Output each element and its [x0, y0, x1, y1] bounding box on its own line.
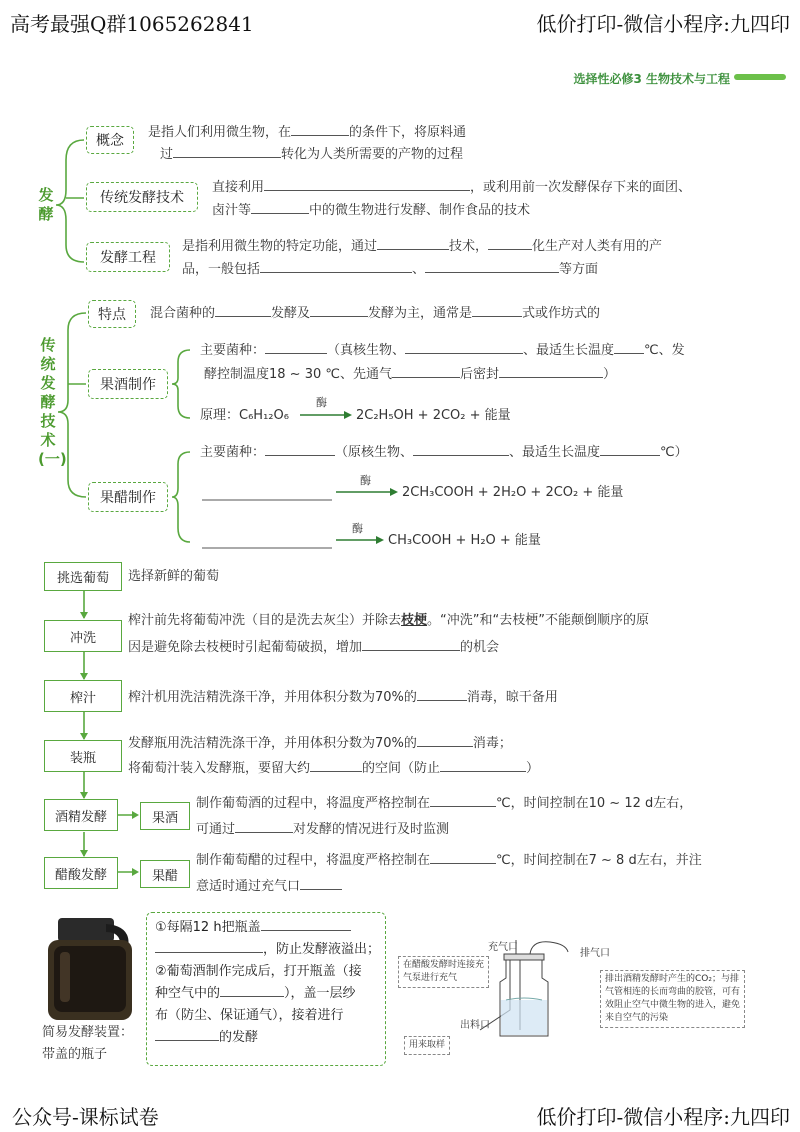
wine-line-2: 酵控制温度18 ~ 30 ℃、先通气 后密封 ） [204, 364, 616, 384]
step-acetic: 醋酸发酵 [44, 857, 118, 889]
step-juice: 榨汁 [44, 680, 122, 712]
step-select-grape: 挑选葡萄 [44, 562, 122, 591]
jar-image [40, 918, 140, 1022]
header-right-text: 低价打印-微信小程序:九四印 [536, 12, 790, 36]
wine-reactant: C₆H₁₂O₆ [239, 408, 289, 423]
wine-enzyme: 酶 [316, 396, 327, 409]
step-wash-line-1: 榨汁前先将葡萄冲洗（目的是洗去灰尘）并除去枝梗。“冲洗”和“去枝梗”不能颠倒顺序的原 [128, 613, 649, 628]
note-line-5: 布（防尘、保证通气），接着进行 [155, 1008, 344, 1023]
vinegar-enzyme-1: 酶 [360, 474, 371, 487]
vinegar-eq-2: CH₃COOH + H₂O + 能量 [388, 533, 541, 548]
header-left-text: 高考最强Q群1065262841 [10, 12, 254, 36]
step-alcohol-product: 果酒 [140, 802, 190, 830]
device-caption-2: 带盖的瓶子 [42, 1047, 108, 1062]
vinegar-enzyme-2: 酶 [352, 522, 363, 535]
concept-box [86, 126, 134, 154]
note-line-4: 种空气中的 ），盖一层纱 [155, 983, 377, 1005]
step-acetic-line-2: 意适时通过充气口 [196, 876, 342, 896]
traditional-line-2: 卤汁等 中的微生物进行发酵、制作食品的技术 [212, 200, 530, 220]
feature-label: 特点 [98, 307, 126, 323]
step-alcohol: 酒精发酵 [44, 799, 118, 831]
device-note-box [146, 912, 386, 1066]
step-wash: 冲洗 [44, 620, 122, 652]
concept-label: 概念 [96, 133, 124, 149]
note-line-1: ①每隔12 h把瓶盖 [155, 917, 377, 939]
feature-box [88, 300, 136, 328]
step-bottle-line-1: 发酵瓶用洗洁精洗涤干净，并用体积分数为70%的 消毒； [128, 733, 512, 753]
wine-box [88, 369, 168, 399]
footer-left-text: 公众号-课标试卷 [12, 1105, 159, 1129]
feature-line: 混合菌种的 发酵及 发酵为主，通常是 式或作坊式的 [150, 303, 600, 323]
vinegar-line-1: 主要菌种： （原核生物、 、最适生长温度 ℃） [200, 442, 688, 462]
engineering-box [86, 242, 170, 272]
wine-principle: 原理：C₆H₁₂O₆ [200, 408, 289, 423]
traditional-box [86, 182, 198, 212]
note-line-6: 的发酵 [155, 1027, 377, 1049]
step-bottle-line-2: 将葡萄汁装入发酵瓶，要留大约 的空间（防止 ） [128, 758, 539, 778]
step-juice-text: 榨汁机用洗洁精洗涤干净，并用体积分数为70%的 消毒，晾干备用 [128, 687, 558, 707]
traditional-line-1: 直接利用 ，或利用前一次发酵保存下来的面团、 [212, 177, 691, 197]
step-acetic-product: 果醋 [140, 860, 190, 888]
label-inlet: 充气口 [488, 942, 518, 953]
tradtech-title: 传统发酵技术(一) [38, 336, 67, 468]
concept-line-1: 是指人们利用微生物，在 的条件下，将原料通 [148, 122, 466, 142]
traditional-label: 传统发酵技术 [100, 190, 184, 206]
series-title: 选择性必修3 生物技术与工程 [573, 72, 730, 86]
callout-inlet: 在醋酸发酵时连接充 气泵进行充气 [398, 956, 489, 988]
fermentation-title: 发酵 [38, 186, 54, 223]
device-caption-1: 简易发酵装置： [42, 1025, 134, 1040]
step-select-text: 选择新鲜的葡萄 [128, 569, 220, 584]
note-line-2: ，防止发酵液溢出； [155, 939, 377, 961]
label-outlet: 排气口 [580, 948, 610, 959]
note-line-3: ②葡萄酒制作完成后，打开瓶盖（接 [155, 964, 362, 979]
label-sampling: 出料口 [460, 1020, 490, 1031]
callout-sampling: 用来取样 [404, 1036, 450, 1055]
step-wash-line-2: 因是避免除去枝梗时引起葡萄破损，增加 的机会 [128, 637, 499, 657]
vinegar-box [88, 482, 168, 512]
step-alcohol-line-1: 制作葡萄酒的过程中，将温度严格控制在 ℃，时间控制在10 ~ 12 d左右， [196, 793, 692, 813]
engineering-label: 发酵工程 [100, 250, 156, 266]
vinegar-label: 果醋制作 [100, 490, 156, 506]
engineering-line-2: 品，一般包括 、 等方面 [182, 259, 598, 279]
step-alcohol-line-2: 可通过 对发酵的情况进行及时监测 [196, 819, 449, 839]
footer-right-text: 低价打印-微信小程序:九四印 [536, 1105, 790, 1129]
concept-line-2: 过 转化为人类所需要的产物的过程 [160, 144, 463, 164]
wine-label: 果酒制作 [100, 377, 156, 393]
step-bottle: 装瓶 [44, 740, 122, 772]
vinegar-eq-1: 2CH₃COOH + 2H₂O + 2CO₂ + 能量 [402, 485, 624, 500]
callout-outlet: 排出酒精发酵时产生的CO₂；与排 气管相连的长而弯曲的胶管，可有 效阻止空气中微生物的进入，避免 来自空气的污染 [600, 970, 745, 1028]
wine-line-1: 主要菌种： （真核生物、 、最适生长温度 ℃、发 [200, 340, 685, 360]
step-acetic-line-1: 制作葡萄醋的过程中，将温度严格控制在 ℃，时间控制在7 ~ 8 d左右，并注 [196, 850, 702, 870]
wine-product: 2C₂H₅OH + 2CO₂ + 能量 [356, 408, 511, 423]
engineering-line-1: 是指利用微生物的特定功能，通过 技术， 化生产对人类有用的产 [182, 236, 662, 256]
